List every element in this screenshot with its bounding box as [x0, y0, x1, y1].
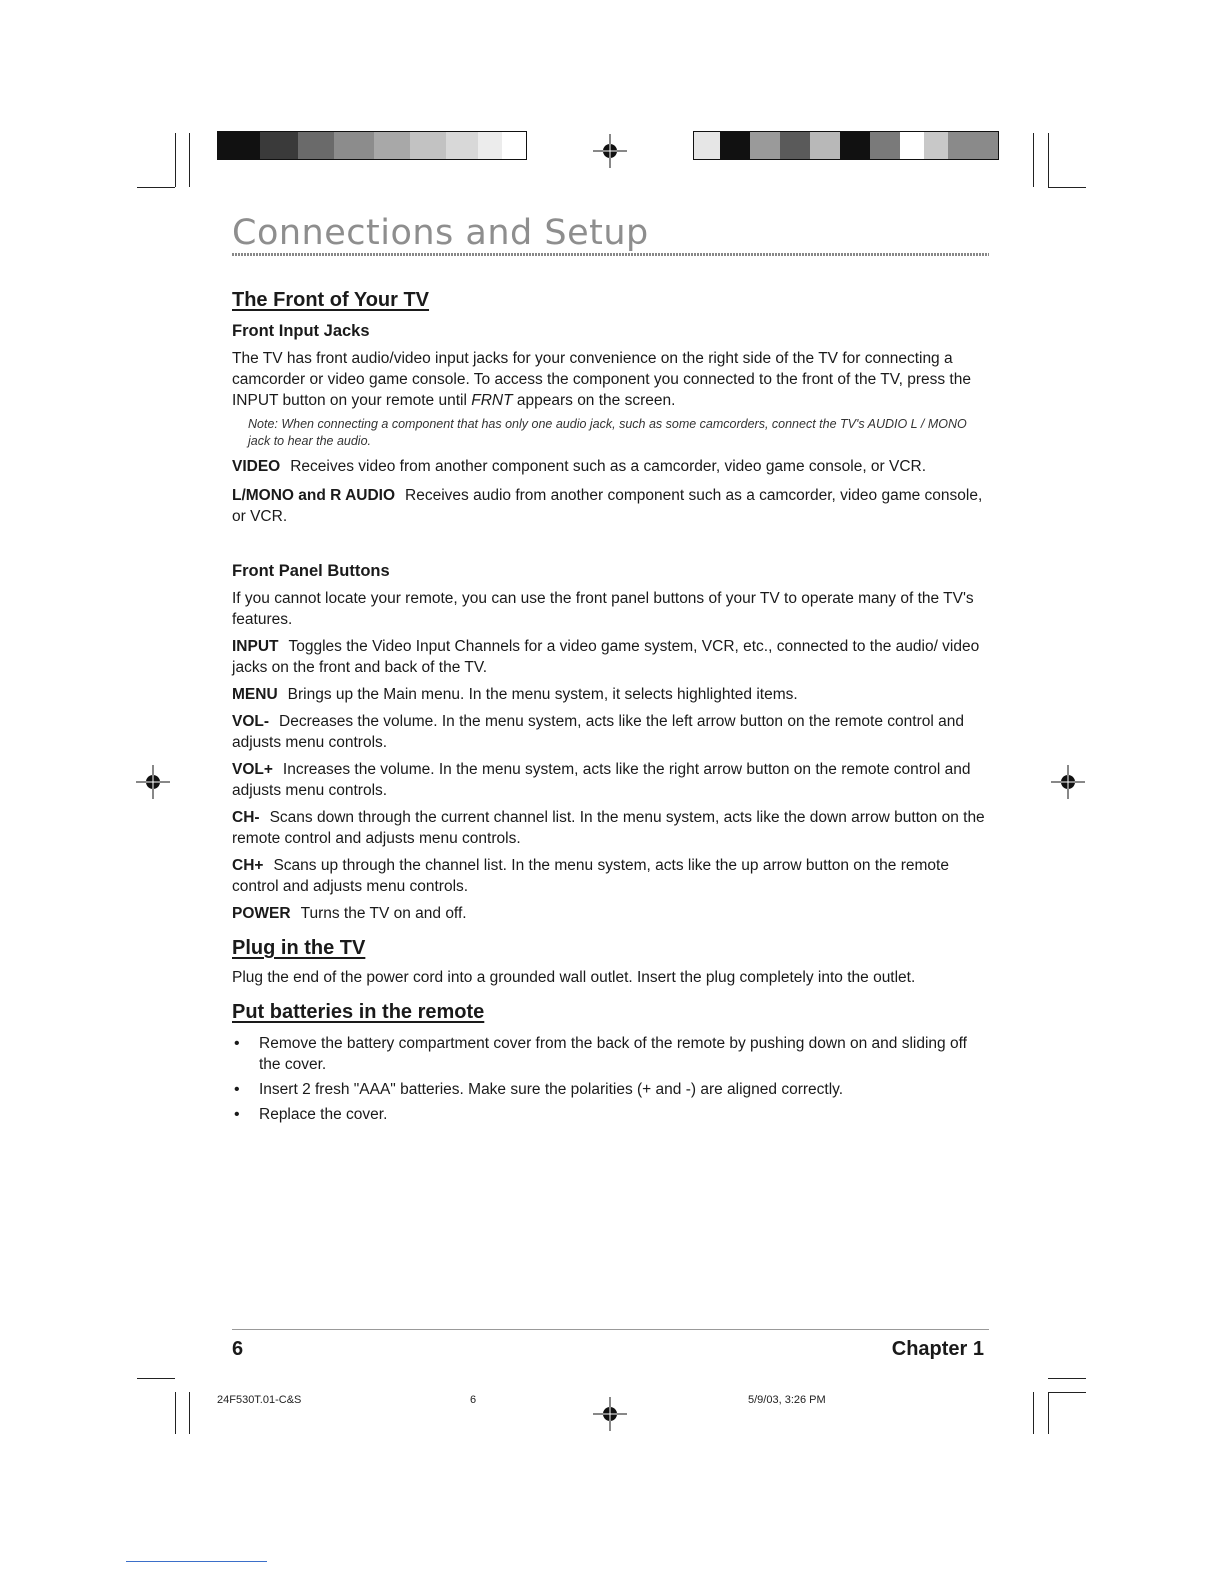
footer-accent-line [126, 1561, 267, 1562]
chapter-label: Chapter 1 [891, 1338, 984, 1360]
footer-divider [232, 1329, 989, 1330]
subheading-front-panel-buttons: Front Panel Buttons [232, 562, 390, 580]
jacks-note: Note: When connecting a component that has only one audio jack, such as some camcorders, connect the TV's AUDIO L / MONO jack to hear the audio. [248, 417, 967, 448]
slug-page: 6 [470, 1394, 477, 1406]
crop-mark [175, 1392, 176, 1434]
crop-mark [1048, 1378, 1086, 1379]
jack-item-video: VIDEO Receives video from another component such as a camcorder, video game console, or VCR. [232, 458, 927, 475]
registration-mark-icon [593, 1397, 627, 1431]
crop-mark [137, 1378, 175, 1379]
crop-mark [189, 133, 190, 187]
page-number: 6 [232, 1338, 244, 1360]
frnt-label: FRNT [471, 392, 513, 409]
jack-item-audio: L/MONO and R AUDIO Receives audio from another component such as a camcorder, video game console, or VCR. [232, 487, 983, 525]
crop-mark [1048, 1392, 1049, 1434]
section-heading-front: The Front of Your TV [232, 289, 430, 311]
button-item-ch-minus: CH- Scans down through the current channel list. In the menu system, acts like the down arrow button on the remote control and adjusts menu controls. [232, 809, 985, 847]
print-color-bar-left [217, 131, 527, 160]
button-item-menu: MENU Brings up the Main menu. In the menu system, it selects highlighted items. [232, 686, 798, 703]
crop-mark [1033, 1392, 1034, 1434]
subheading-front-input-jacks: Front Input Jacks [232, 322, 370, 340]
registration-mark-icon [136, 765, 170, 799]
list-item: • Insert 2 fresh "AAA" batteries. Make sure the polarities (+ and -) are aligned correctly. [232, 1079, 992, 1100]
button-item-input: INPUT Toggles the Video Input Channels for a video game system, VCR, etc., connected to the audio/ video jacks on the front and back of the TV. [232, 638, 980, 676]
plug-text: Plug the end of the power cord into a grounded wall outlet. Insert the plug completely into the outlet. [232, 969, 916, 986]
crop-mark [1048, 187, 1086, 188]
crop-mark [137, 187, 175, 188]
buttons-intro: If you cannot locate your remote, you can use the front panel buttons of your TV to operate many of the TV's features. [232, 590, 974, 628]
list-item: • Remove the battery compartment cover from the back of the remote by pushing down on and sliding off the cover. [232, 1033, 992, 1075]
button-item-power: POWER Turns the TV on and off. [232, 905, 467, 922]
section-heading-batteries: Put batteries in the remote [232, 1001, 485, 1023]
jacks-intro: The TV has front audio/video input jacks for your convenience on the right side of the TV for connecting a camcorder or video game console. To access the component you connected to the front of the TV, press the INPUT button on your remote until FRNT appears on the screen. [232, 350, 971, 409]
slug-file: 24F530T.01-C&S [217, 1394, 302, 1406]
registration-mark-icon [1051, 765, 1085, 799]
header-divider [232, 253, 989, 256]
crop-mark [1033, 133, 1034, 187]
section-heading-plug: Plug in the TV [232, 937, 366, 959]
print-color-bar-right [693, 131, 999, 160]
slug-date: 5/9/03, 3:26 PM [748, 1394, 826, 1406]
page-title: Connections and Setup [232, 213, 649, 253]
crop-mark [189, 1392, 190, 1434]
crop-mark [1048, 1392, 1086, 1393]
crop-mark [1048, 133, 1049, 187]
button-item-vol-minus: VOL- Decreases the volume. In the menu system, acts like the left arrow button on the remote control and adjusts menu controls. [232, 713, 964, 751]
crop-mark [175, 133, 176, 187]
registration-mark-icon [593, 134, 627, 168]
button-item-ch-plus: CH+ Scans up through the channel list. In the menu system, acts like the up arrow button on the remote control and adjusts menu controls. [232, 857, 949, 895]
main-content [232, 290, 992, 1129]
batteries-list [232, 1033, 992, 1125]
list-item: • Replace the cover. [232, 1104, 992, 1125]
button-item-vol-plus: VOL+ Increases the volume. In the menu system, acts like the right arrow button on the remote control and adjusts menu controls. [232, 761, 971, 799]
